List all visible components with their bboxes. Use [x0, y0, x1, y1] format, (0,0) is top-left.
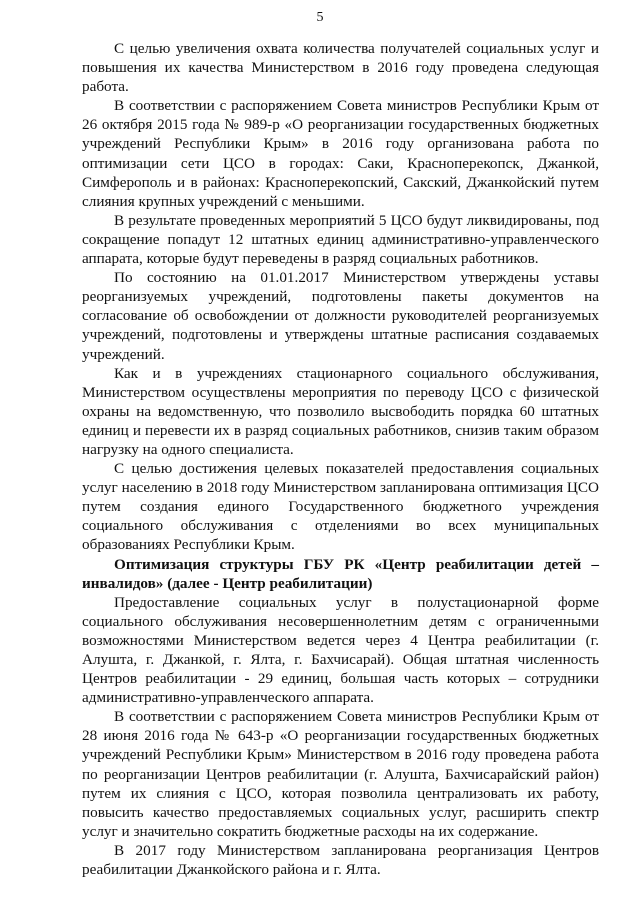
paragraph-charters: По состоянию на 01.01.2017 Министерством утверждены уставы реорганизуемых учреждений, подготовлены пакеты документов на согласование об освобождении от должности руководителей реорганизуемых учреждений, подготовлены и утверждены штатные расписания создаваемых учреждений. [82, 269, 599, 363]
paragraph-security: Как и в учреждениях стационарного социального обслуживания, Министерством осуществлены мероприятия по переводу ЦСО с физической охраны на ведомственную, что позволило высвободить порядка 60 штатных единиц и перевести их в разряд социальных работников, снизив таким образом нагрузку на одного специалиста. [82, 364, 599, 458]
paragraph-plan-2017: В 2017 году Министерством запланирована реорганизация Центров реабилитации Джанкойского района и г. Ялта. [82, 841, 599, 879]
page-number: 5 [316, 10, 324, 25]
section-heading: Оптимизация структуры ГБУ РК «Центр реабилитации детей – инвалидов» (далее - Центр реабилитации) [82, 555, 599, 592]
paragraph-decree-989: В соответствии с распоряжением Совета министров Республики Крым от 26 октября 2015 года № 989-р «О реорганизации государственных бюджетных учреждений Республики Крым» в 2016 году организована работа по оптимизации сети ЦСО в городах: Саки, Красноперекопск, Джанкой, Симферополь и в районах: Красноперекопский, Сакский, Джанкойский путем слияния крупных учреждений с меньшими. [82, 97, 599, 210]
paragraph-rehab-services: Предоставление социальных услуг в полустационарной форме социального обслуживания несовершеннолетним детям с ограниченными возможностями Министерством ведется через 4 Центра реабилитации (г. Алушта, г. Джанкой, г. Ялта, г. Бахчисарай). Общая штатная численность Центров реабилитации - 29 единиц, большая часть которых – сотрудники административно-управленческого аппарата. [82, 593, 599, 707]
paragraph-results: В результате проведенных мероприятий 5 ЦСО будут ликвидированы, под сокращение попадут 12 штатных единиц административно-управленческого аппарата, которые будут переведены в разряд социальных работников. [82, 211, 599, 268]
paragraph-decree-643: В соответствии с распоряжением Совета министров Республики Крым от 28 июня 2016 года № 643-р «О реорганизации государственных бюджетных учреждений Республики Крым» Министерством в 2016 году проведена работа по реорганизации Центров реабилитации (г. Алушта, Бахчисарайский район) путем их слияния с ЦСО, которая позволила централизовать их работу, повысить качество предоставляемых социальных услуг, расширить спектр услуг и значительно сократить бюджетные расходы на их содержание. [82, 708, 599, 840]
paragraph-plan-2018: С целью достижения целевых показателей предоставления социальных услуг населению в 2018 году Министерством запланирована оптимизация ЦСО путем создания единого Государственного бюджетного учреждения социального обслуживания с отделениями во всех муниципальных образованиях Республики Крым. [82, 460, 599, 554]
document-body [82, 39, 599, 879]
paragraph-intro: С целью увеличения охвата количества получателей социальных услуг и повышения их качества Министерством в 2016 году проведена следующая работа. [82, 40, 599, 96]
